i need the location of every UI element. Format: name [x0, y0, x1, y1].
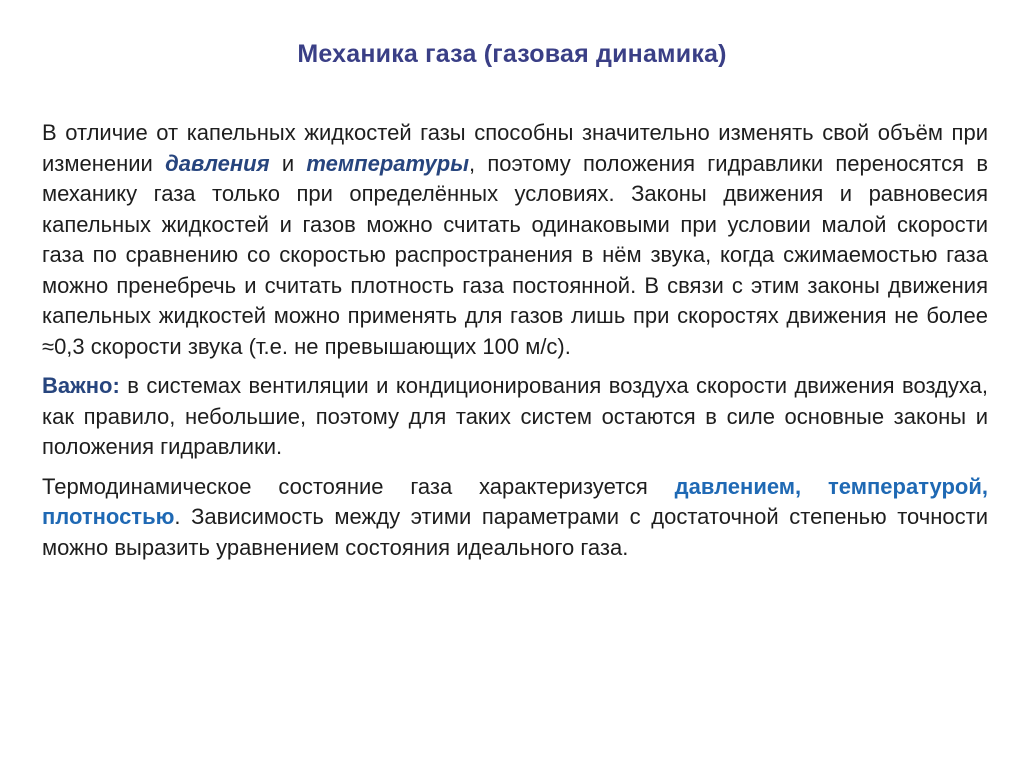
- paragraph-text: В отличие от капельных жидкостей газы способны значительно изменять свой объём при изменении: [42, 120, 988, 176]
- paragraph-text: и: [269, 150, 307, 176]
- paragraph-text: . Зависимость между этими параметрами с достаточной степенью точности можно выразить уравнением состояния идеального газа.: [42, 504, 988, 560]
- important-label: Важно:: [42, 373, 120, 398]
- keyword-state-parameters: давлением, температурой, плотностью: [42, 473, 988, 529]
- keyword-pressure: давления: [165, 150, 270, 176]
- slide-content: [42, 118, 988, 563]
- keyword-temperature: температуры: [306, 150, 469, 176]
- paragraph-thermodynamic-state: [42, 472, 988, 564]
- paragraph-text: Термодинамическое состояние газа характеризуется: [42, 473, 675, 499]
- paragraph-gas-vs-liquid: [42, 118, 988, 362]
- slide-title: Механика газа (газовая динамика): [297, 40, 727, 68]
- paragraph-important-note: [42, 371, 988, 463]
- paragraph-text: , поэтому положения гидравлики переносятся в механику газа только при определённых условиях. Законы движения и равновесия капельных жидкостей и газов можно считать одинаковыми при условии малой скорости газа по сравнению со скоростью распространения в нём звука, когда сжимаемостью газа можно пренебречь и считать плотность газа постоянной. В связи с этим законы движения капельных жидкостей можно применять для газов лишь при скоростях движения не более ≈0,3 скорости звука (т.е. не превышающих 100 м/с).: [42, 150, 989, 359]
- paragraph-text: в системах вентиляции и кондиционирования воздуха скорости движения воздуха, как правило, небольшие, поэтому для таких систем остаются в силе основные законы и положения гидравлики.: [42, 373, 988, 459]
